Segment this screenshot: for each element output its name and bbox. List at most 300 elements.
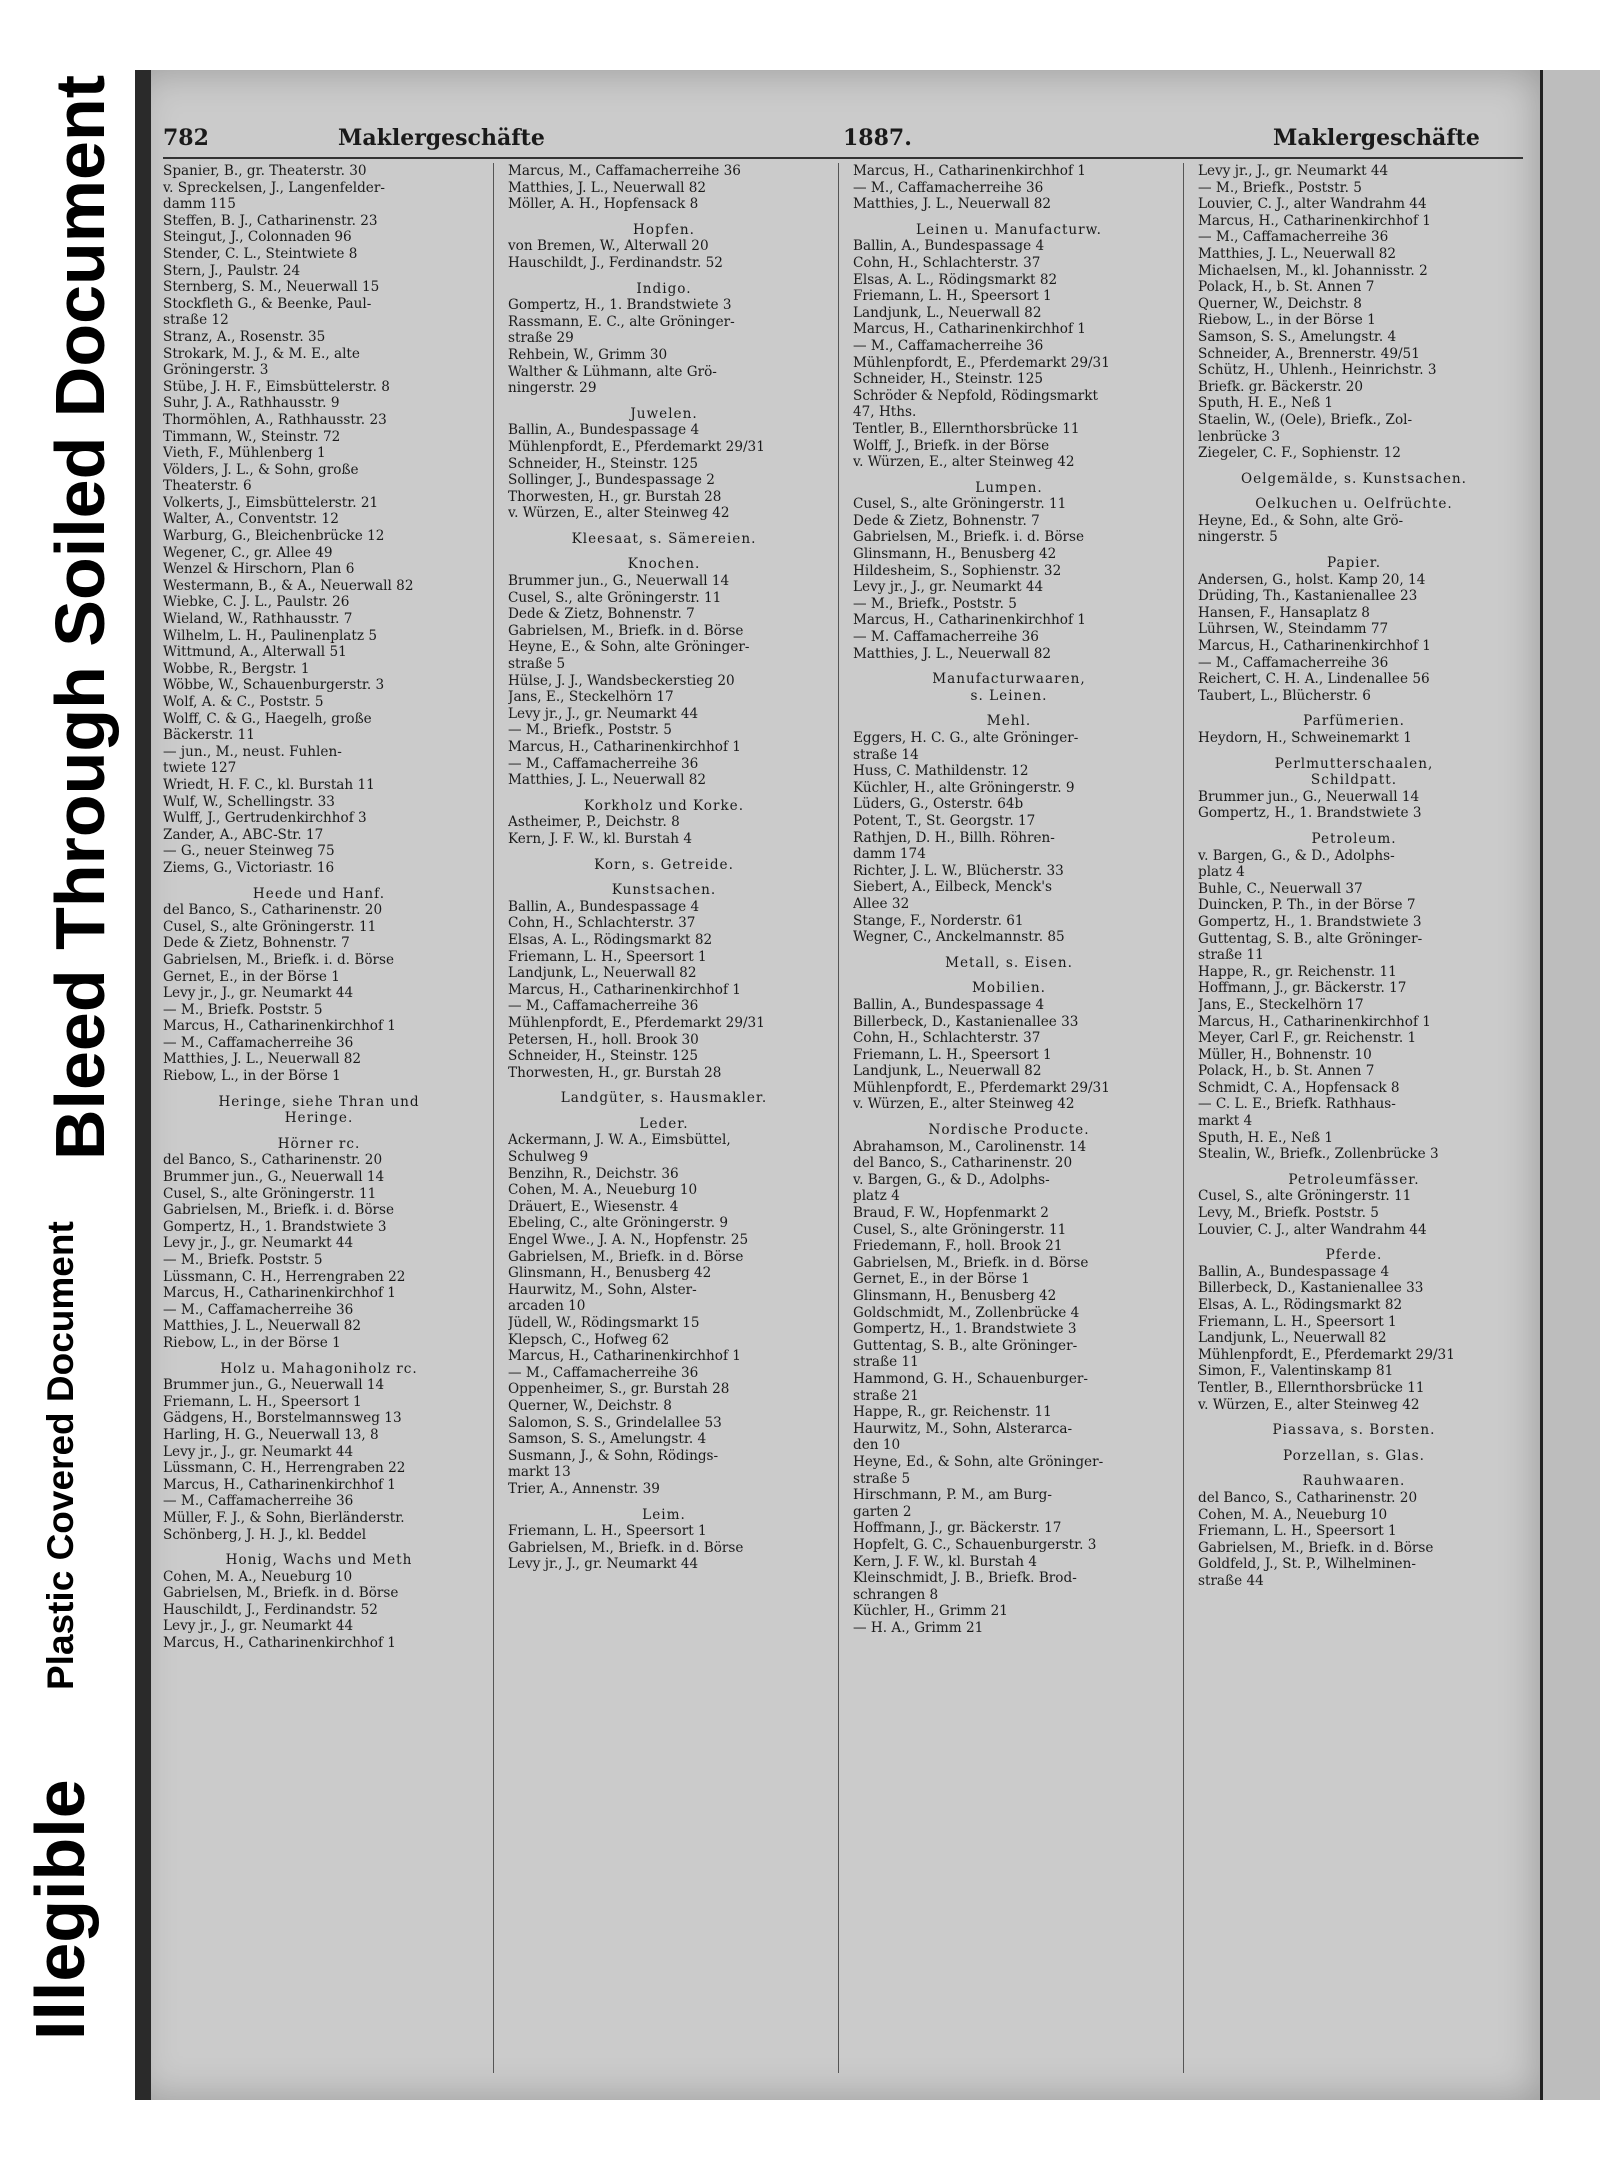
section-spacer [853, 213, 1165, 222]
directory-entry: Briefk. gr. Bäckerstr. 20 [1198, 378, 1364, 395]
directory-entry: Gabrielsen, M., Briefk. in d. Börse [508, 1539, 744, 1556]
directory-entry: Wegner, C., Anckelmannstr. 85 [853, 929, 1065, 946]
directory-entry: del Banco, S., Catharinenstr. 20 [853, 1155, 1073, 1172]
directory-entry: Rathjen, D. H., Billh. Röhren- [853, 829, 1055, 846]
directory-entry: Guttentag, S. B., alte Gröninger- [1198, 930, 1423, 947]
directory-entry: Hauschildt, J., Ferdinandstr. 52 [163, 1601, 378, 1618]
directory-entry: Riebow, L., in der Börse 1 [163, 1068, 341, 1085]
section-spacer [163, 877, 475, 886]
directory-entry: v. Würzen, E., alter Steinweg 42 [508, 505, 730, 522]
directory-entry: Potent, T., St. Georgstr. 17 [853, 812, 1036, 829]
directory-entry: Siebert, A., Eilbeck, Menck's [853, 879, 1052, 896]
directory-entry: Marcus, H., Catharinenkirchhof 1 [1198, 638, 1431, 655]
directory-entry: Gröningerstr. 3 [163, 362, 269, 379]
directory-entry: Marcus, H., Catharinenkirchhof 1 [853, 612, 1086, 629]
directory-entry: Goldfeld, J., St. P., Wilhelminen- [1198, 1556, 1416, 1573]
directory-entry: Gompertz, H., 1. Brandstwiete 3 [163, 1218, 387, 1235]
directory-entry: Volkerts, J., Eimsbüttelerstr. 21 [163, 494, 379, 511]
section-spacer [853, 971, 1165, 980]
directory-entry: Marcus, H., Catharinenkirchhof 1 [163, 1476, 396, 1493]
directory-entry: Duincken, P. Th., in der Börse 7 [1198, 897, 1416, 914]
directory-entry: Brummer jun., G., Neuerwall 14 [508, 573, 730, 590]
directory-entry: Stockfleth G., & Beenke, Paul- [163, 295, 372, 312]
directory-entry: Timmann, W., Steinstr. 72 [163, 428, 341, 445]
directory-entry: platz 4 [853, 1188, 900, 1205]
directory-entry: Gädgens, H., Borstelmannsweg 13 [163, 1410, 402, 1427]
directory-entry: Marcus, H., Catharinenkirchhof 1 [163, 1285, 396, 1302]
directory-entry: Marcus, H., Catharinenkirchhof 1 [508, 1348, 741, 1365]
directory-entry: 47, Hths. [853, 404, 917, 421]
section-heading: Hopfen. [633, 221, 695, 238]
directory-entry: Levy jr., J., gr. Neumarkt 44 [1198, 163, 1389, 179]
directory-entry: del Banco, S., Catharinenstr. 20 [1198, 1489, 1418, 1506]
section-spacer [853, 946, 1165, 955]
directory-entry: Ballin, A., Bundespassage 4 [853, 238, 1045, 255]
section-heading: Leim. [642, 1506, 686, 1523]
directory-entry: Glinsmann, H., Benusberg 42 [853, 546, 1057, 563]
directory-entry: v. Würzen, E., alter Steinweg 42 [853, 454, 1075, 471]
directory-entry: Engel Wwe., J. A. N., Hopfenstr. 25 [508, 1232, 749, 1249]
directory-entry: Gabrielsen, M., Briefk. in d. Börse [853, 1254, 1089, 1271]
directory-entry: Levy jr., J., gr. Neumarkt 44 [508, 705, 699, 722]
scanned-page [135, 70, 1540, 2100]
directory-entry: Glinsmann, H., Benusberg 42 [508, 1265, 712, 1282]
directory-entry: Thormöhlen, A., Rathhausstr. 23 [163, 411, 387, 428]
section-spacer [508, 1498, 820, 1507]
column-1 [163, 163, 475, 2073]
directory-entry: Suhr, J. A., Rathhausstr. 9 [163, 395, 340, 412]
section-heading: Knochen. [627, 556, 701, 573]
directory-entry: garten 2 [853, 1503, 912, 1520]
section-heading: Piassava, s. Borsten. [1272, 1422, 1436, 1439]
directory-entry: Marcus, H., Catharinenkirchhof 1 [508, 981, 741, 998]
directory-entry: Hoffmann, J., gr. Bäckerstr. 17 [1198, 980, 1407, 997]
directory-entry: — M., Briefk., Poststr. 5 [508, 722, 672, 739]
directory-entry: Haurwitz, M., Sohn, Alster- [508, 1281, 697, 1298]
directory-entry: Heyne, Ed., & Sohn, alte Gröninger- [853, 1453, 1104, 1470]
directory-entry: Walter, A., Conventstr. 12 [163, 511, 339, 528]
directory-entry: Louvier, C. J., alter Wandrahm 44 [1198, 1221, 1427, 1238]
directory-entry: Friemann, L. H., Speersort 1 [853, 288, 1052, 305]
section-heading: Mobilien. [972, 980, 1046, 997]
directory-entry: Haurwitz, M., Sohn, Alsterarca- [853, 1420, 1073, 1437]
directory-entry: Friemann, L. H., Speersort 1 [1198, 1523, 1397, 1540]
page-header [163, 125, 1523, 157]
directory-entry: Cusel, S., alte Gröningerstr. 11 [163, 1185, 377, 1202]
directory-entry: Polack, H., b. St. Annen 7 [1198, 279, 1375, 296]
directory-entry: Salomon, S. S., Grindelallee 53 [508, 1414, 722, 1431]
directory-entry: Marcus, H., Catharinenkirchhof 1 [853, 321, 1086, 338]
directory-entry: Drüding, Th., Kastanienallee 23 [1198, 588, 1418, 605]
directory-entry: lenbrücke 3 [1198, 428, 1280, 445]
section-spacer [1198, 1163, 1510, 1172]
section-heading: Papier. [1326, 555, 1382, 572]
directory-entry: Schneider, H., Steinstr. 125 [508, 455, 698, 472]
directory-entry: Matthies, J. L., Neuerwall 82 [853, 645, 1052, 662]
directory-entry: — G., neuer Steinweg 75 [163, 843, 335, 860]
directory-entry: Levy jr., J., gr. Neumarkt 44 [853, 579, 1044, 596]
section-spacer [508, 272, 820, 281]
section-spacer [508, 789, 820, 798]
directory-entry: Querner, W., Deichstr. 8 [1198, 295, 1362, 312]
directory-entry: von Bremen, W., Alterwall 20 [508, 238, 709, 255]
directory-entry: Gompertz, H., 1. Brandstwiete 3 [508, 297, 732, 314]
section-spacer [853, 471, 1165, 480]
directory-entry: Sputh, H. E., Neß 1 [1198, 395, 1334, 412]
directory-entry: del Banco, S., Catharinenstr. 20 [163, 1152, 383, 1169]
directory-entry: Gabrielsen, M., Briefk. in d. Börse [508, 622, 744, 639]
directory-entry: v. Spreckelsen, J., Langenfelder- [163, 179, 385, 196]
section-spacer [508, 1081, 820, 1090]
directory-entry: Ballin, A., Bundespassage 4 [853, 996, 1045, 1013]
directory-entry: Landjunk, L., Neuerwall 82 [508, 965, 697, 982]
directory-entry: Matthies, J. L., Neuerwall 82 [1198, 245, 1397, 262]
directory-entry: v. Bargen, G., & D., Adolphs- [1198, 847, 1395, 864]
directory-entry: — M., Caffamacherreihe 36 [163, 1034, 354, 1051]
directory-entry: — M., Caffamacherreihe 36 [1198, 229, 1389, 246]
header-left-title: Maklergeschäfte [338, 125, 545, 151]
directory-entry: Landjunk, L., Neuerwall 82 [853, 304, 1042, 321]
directory-entry: Gabrielsen, M., Briefk. in d. Börse [1198, 1539, 1434, 1556]
directory-entry: Levy jr., J., gr. Neumarkt 44 [163, 1443, 354, 1460]
directory-entry: Levy jr., J., gr. Neumarkt 44 [163, 1235, 354, 1252]
directory-entry: Friedemann, F., holl. Brook 21 [853, 1238, 1063, 1255]
section-spacer [508, 397, 820, 406]
directory-entry: Sternberg, S. M., Neuerwall 15 [163, 279, 380, 296]
directory-entry: Friemann, L. H., Speersort 1 [508, 1523, 707, 1540]
directory-entry: Cohen, M. A., Neueburg 10 [163, 1568, 353, 1585]
directory-entry: Wegener, C., gr. Allee 49 [163, 544, 333, 561]
directory-entry: Polack, H., b. St. Annen 7 [1198, 1063, 1375, 1080]
directory-entry: Heyne, E., & Sohn, alte Gröninger- [508, 639, 750, 656]
page-text-area [163, 125, 1523, 2085]
directory-entry: Jans, E., Steckelhörn 17 [1198, 996, 1364, 1013]
directory-entry: Levy jr., J., gr. Neumarkt 44 [163, 1618, 354, 1635]
directory-entry: Matthies, J. L., Neuerwall 82 [508, 772, 707, 789]
directory-entry: Braud, F. W., Hopfenmarkt 2 [853, 1205, 1049, 1222]
directory-entry: Wolf, A. & C., Poststr. 5 [163, 694, 324, 710]
directory-entry: Mühlenpfordt, E., Pferdemarkt 29/31 [853, 1079, 1110, 1096]
directory-entry: damm 115 [163, 196, 236, 213]
directory-entry: Ziems, G., Victoriastr. 16 [163, 859, 335, 876]
directory-entry: Friemann, L. H., Speersort 1 [1198, 1313, 1397, 1330]
column-divider [838, 163, 839, 2073]
directory-entry: Theaterstr. 6 [163, 478, 252, 495]
directory-entry: Buhle, C., Neuerwall 37 [1198, 880, 1363, 897]
directory-entry: Völders, J. L., & Sohn, große [163, 461, 359, 478]
directory-entry: Sollinger, J., Bundespassage 2 [508, 472, 715, 489]
section-heading: Heringe, siehe Thran und [218, 1093, 420, 1110]
section-heading: Juwelen. [630, 405, 698, 422]
directory-entry: Wriedt, H. F. C., kl. Burstah 11 [163, 776, 375, 793]
directory-entry: Taubert, L., Blücherstr. 6 [1198, 687, 1371, 704]
column-3 [853, 163, 1165, 2073]
directory-entry: Gompertz, H., 1. Brandstwiete 3 [1198, 913, 1422, 930]
directory-entry: Riebow, L., in der Börse 1 [1198, 312, 1376, 329]
directory-entry: Trier, A., Annenstr. 39 [508, 1480, 660, 1497]
directory-entry: Ziegeler, C. F., Sophienstr. 12 [1198, 445, 1401, 462]
directory-entry: Brummer jun., G., Neuerwall 14 [163, 1377, 385, 1394]
directory-entry: Wiebke, C. J. L., Paulstr. 26 [163, 594, 350, 611]
directory-entry: Susmann, J., & Sohn, Rödings- [508, 1447, 719, 1464]
directory-entry: straße 29 [508, 330, 574, 347]
page-number: 782 [163, 125, 209, 151]
directory-entry: v. Würzen, E., alter Steinweg 42 [853, 1096, 1075, 1113]
directory-entry: damm 174 [853, 846, 926, 863]
directory-entry: Müller, H., Bohnenstr. 10 [1198, 1046, 1372, 1063]
section-heading: s. Leinen. [970, 687, 1048, 704]
directory-entry: Wittmund, A., Alterwall 51 [163, 644, 347, 661]
column-2 [508, 163, 820, 2073]
section-heading: Petroleumfässer. [1288, 1171, 1420, 1188]
directory-entry: Elsas, A. L., Rödingsmarkt 82 [1198, 1297, 1403, 1313]
directory-entry: markt 13 [508, 1464, 571, 1481]
next-page-edge [1540, 70, 1600, 2100]
directory-entry: Schönberg, J. H. J., kl. Beddel [163, 1526, 367, 1543]
directory-entry: Steingut, J., Colonnaden 96 [163, 229, 352, 246]
section-heading: Lumpen. [975, 479, 1043, 496]
directory-entry: Mühlenpfordt, E., Pferdemarkt 29/31 [1198, 1346, 1455, 1363]
directory-entry: Tentler, B., Ellernthorsbrücke 11 [1198, 1379, 1425, 1396]
directory-entry: Louvier, C. J., alter Wandrahm 44 [1198, 196, 1427, 213]
directory-entry: Cohn, H., Schlachterstr. 37 [508, 915, 696, 932]
directory-entry: Küchler, H., alte Gröningerstr. 9 [853, 779, 1075, 796]
section-heading: Landgüter, s. Hausmakler. [560, 1090, 768, 1107]
directory-entry: platz 4 [1198, 864, 1245, 881]
directory-entry: Abrahamson, M., Carolinenstr. 14 [853, 1138, 1087, 1155]
directory-entry: Mühlenpfordt, E., Pferdemarkt 29/31 [508, 438, 765, 455]
section-heading: Leder. [639, 1115, 689, 1132]
directory-entry: Allee 32 [853, 895, 910, 912]
directory-entry: Ballin, A., Bundespassage 4 [508, 898, 700, 915]
illegible-label: Illegible [21, 1779, 99, 2040]
section-heading: Oelkuchen u. Oelfrüchte. [1255, 496, 1453, 513]
directory-entry: Hauschildt, J., Ferdinandstr. 52 [508, 254, 723, 271]
directory-entry: Westermann, B., & A., Neuerwall 82 [163, 577, 414, 594]
directory-entry: Lüssmann, C. H., Herrengraben 22 [163, 1460, 406, 1477]
directory-entry: straße 11 [1198, 947, 1264, 964]
section-heading: Korkholz und Korke. [583, 797, 745, 814]
directory-entry: Gernet, E., in der Börse 1 [163, 968, 340, 985]
directory-entry: Klepsch, C., Hofweg 62 [508, 1331, 670, 1348]
directory-entry: Küchler, H., Grimm 21 [853, 1603, 1008, 1620]
directory-entry: Heydorn, H., Schweinemarkt 1 [1198, 730, 1412, 746]
directory-entry: Lührsen, W., Steindamm 77 [1198, 621, 1389, 638]
section-spacer [1198, 747, 1510, 756]
section-heading: Schildpatt. [1310, 772, 1398, 789]
section-heading: Mehl. [986, 713, 1032, 730]
header-right-title: Maklergeschäfte [1273, 125, 1480, 151]
directory-entry: Benzihn, R., Deichstr. 36 [508, 1165, 679, 1182]
section-spacer [1198, 1439, 1510, 1448]
directory-entry: — M. Caffamacherreihe 36 [853, 629, 1039, 646]
directory-entry: Stern, J., Paulstr. 24 [163, 262, 301, 279]
directory-entry: Riebow, L., in der Börse 1 [163, 1334, 341, 1351]
section-spacer [853, 1113, 1165, 1122]
directory-entry: straße 21 [853, 1387, 919, 1404]
directory-entry: straße 5 [508, 656, 566, 673]
directory-entry: Harling, H. G., Neuerwall 13, 8 [163, 1426, 379, 1443]
directory-entry: Levy jr., J., gr. Neumarkt 44 [508, 1556, 699, 1573]
directory-entry: Lüssmann, C. H., Herrengraben 22 [163, 1268, 406, 1285]
directory-entry: Schneider, H., Steinstr. 125 [853, 371, 1043, 388]
section-heading: Perlmutterschaalen, [1274, 755, 1434, 772]
section-heading: Rauhwaaren. [1302, 1473, 1406, 1490]
section-heading: Holz u. Mahagoniholz rc. [220, 1360, 418, 1377]
directory-entry: — M., Caffamacherreihe 36 [1198, 654, 1389, 671]
directory-entry: Stübe, J. H. F., Eimsbüttelerstr. 8 [163, 378, 390, 395]
directory-entry: v. Bargen, G., & D., Adolphs- [853, 1171, 1050, 1188]
column-divider [493, 163, 494, 2073]
section-heading: Heede und Hanf. [252, 885, 386, 902]
section-spacer [508, 522, 820, 531]
directory-entry: Gompertz, H., 1. Brandstwiete 3 [1198, 805, 1422, 822]
directory-entry: Wieland, W., Rathhausstr. 7 [163, 611, 353, 628]
directory-entry: — M., Caffamacherreihe 36 [853, 337, 1044, 354]
directory-entry: — H. A., Grimm 21 [853, 1619, 984, 1636]
directory-entry: Glinsmann, H., Benusberg 42 [853, 1288, 1057, 1304]
directory-entry: — M., Caffamacherreihe 36 [853, 179, 1044, 196]
directory-entry: Cohn, H., Schlachterstr. 37 [853, 1030, 1041, 1047]
directory-entry: Rehbein, W., Grimm 30 [508, 346, 668, 363]
section-spacer [1198, 462, 1510, 471]
directory-entry: Cusel, S., alte Gröningerstr. 11 [508, 589, 722, 606]
directory-entry: ningerstr. 29 [508, 380, 597, 397]
section-heading: Manufacturwaaren, [932, 671, 1086, 688]
directory-entry: Levy, M., Briefk. Poststr. 5 [1198, 1205, 1379, 1222]
section-heading: Korn, s. Getreide. [594, 856, 734, 873]
directory-entry: Marcus, M., Caffamacherreihe 36 [508, 163, 741, 179]
directory-entry: Cusel, S., alte Gröningerstr. 11 [853, 1221, 1067, 1238]
directory-entry: straße 11 [853, 1354, 919, 1371]
directory-entry: arcaden 10 [508, 1298, 586, 1315]
directory-entry: Mühlenpfordt, E., Pferdemarkt 29/31 [853, 354, 1110, 371]
directory-entry: Samson, S. S., Amelungstr. 4 [508, 1431, 707, 1448]
directory-entry: Spanier, B., gr. Theaterstr. 30 [163, 163, 367, 179]
directory-entry: Wulf, W., Schellingstr. 33 [163, 793, 335, 810]
directory-entry: Michaelsen, M., kl. Johannisstr. 2 [1198, 262, 1428, 279]
column-4 [1198, 163, 1510, 2073]
directory-entry: Ballin, A., Bundespassage 4 [508, 422, 700, 439]
directory-entry: Kleinschmidt, J. B., Briefk. Brod- [853, 1570, 1077, 1587]
directory-entry: Marcus, H., Catharinenkirchhof 1 [1198, 1013, 1431, 1030]
section-spacer [163, 1085, 475, 1094]
directory-entry: Staelin, W., (Oele), Briefk., Zol- [1198, 411, 1413, 428]
section-heading: Parfümerien. [1303, 713, 1405, 730]
section-spacer [163, 1127, 475, 1136]
directory-entry: Brummer jun., G., Neuerwall 14 [1198, 788, 1420, 805]
directory-entry: Elsas, A. L., Rödingsmarkt 82 [853, 271, 1058, 288]
directory-entry: Marcus, H., Catharinenkirchhof 1 [508, 739, 741, 755]
section-heading: Metall, s. Eisen. [945, 954, 1073, 971]
column-divider [1183, 163, 1184, 2073]
directory-entry: Marcus, H., Catharinenkirchhof 1 [163, 1635, 396, 1652]
directory-entry: Gabrielsen, M., Briefk. in d. Börse [508, 1248, 744, 1265]
directory-entry: Hoffmann, J., gr. Bäckerstr. 17 [853, 1520, 1062, 1537]
directory-entry: Samson, S. S., Amelungstr. 4 [1198, 328, 1397, 345]
directory-entry: Wolff, C. & G., Haegelh, große [163, 710, 372, 727]
directory-entry: Cohen, M. A., Neueburg 10 [508, 1182, 698, 1199]
section-heading: Porzellan, s. Glas. [1283, 1447, 1425, 1464]
directory-entry: Guttentag, S. B., alte Gröninger- [853, 1337, 1078, 1354]
plastic-covered-label: Plastic Covered Document [40, 1221, 81, 1690]
section-spacer [1198, 1464, 1510, 1473]
directory-entry: Schneider, H., Steinstr. 125 [508, 1048, 698, 1065]
directory-entry: Hirschmann, P. M., am Burg- [853, 1487, 1052, 1504]
section-spacer [508, 873, 820, 882]
directory-entry: Heyne, Ed., & Sohn, alte Grö- [1198, 512, 1404, 529]
section-spacer [508, 848, 820, 857]
directory-entry: Gabrielsen, M., Briefk. in d. Börse [163, 1585, 399, 1602]
section-spacer [1198, 487, 1510, 496]
directory-entry: Dede & Zietz, Bohnenstr. 7 [853, 512, 1040, 529]
directory-entry: v. Würzen, E., alter Steinweg 42 [1198, 1396, 1420, 1413]
section-spacer [508, 547, 820, 556]
directory-entry: Hildesheim, S., Sophienstr. 32 [853, 562, 1062, 579]
directory-entry: — M., Briefk. Poststr. 5 [163, 1252, 323, 1268]
directory-entry: Cusel, S., alte Gröningerstr. 11 [1198, 1188, 1412, 1205]
directory-entry: Zander, A., ABC-Str. 17 [163, 826, 324, 843]
directory-entry: Gabrielsen, M., Briefk. i. d. Börse [853, 529, 1085, 546]
section-spacer [1198, 546, 1510, 555]
directory-entry: — M., Briefk., Poststr. 5 [853, 595, 1017, 612]
directory-entry: Astheimer, P., Deichstr. 8 [508, 814, 680, 831]
directory-entry: Tentler, B., Ellernthorsbrücke 11 [853, 420, 1080, 437]
directory-entry: Schütz, H., Uhlenh., Heinrichstr. 3 [1198, 362, 1437, 379]
directory-entry: Hopfelt, G. C., Schauenburgerstr. 3 [853, 1536, 1097, 1553]
directory-entry: Elsas, A. L., Rödingsmarkt 82 [508, 931, 713, 948]
directory-entry: Gernet, E., in der Börse 1 [853, 1271, 1030, 1288]
section-heading: Oelgemälde, s. Kunstsachen. [1240, 470, 1467, 487]
directory-entry: Querner, W., Deichstr. 8 [508, 1397, 672, 1414]
directory-entry: Ballin, A., Bundespassage 4 [1198, 1263, 1390, 1280]
directory-entry: Matthies, J. L., Neuerwall 82 [163, 1051, 362, 1068]
directory-entry: Huss, C. Mathildenstr. 12 [853, 763, 1029, 780]
directory-entry: Cohen, M. A., Neueburg 10 [1198, 1506, 1388, 1523]
directory-entry: Dräuert, E., Wiesenstr. 4 [508, 1198, 679, 1215]
section-spacer [1198, 704, 1510, 713]
side-label-strip [0, 0, 135, 2177]
directory-entry: Wulff, J., Gertrudenkirchhof 3 [163, 810, 367, 827]
section-heading: Pferde. [1325, 1247, 1383, 1264]
directory-entry: Wilhelm, L. H., Paulinenplatz 5 [163, 627, 377, 644]
bleed-through-label: Bleed Through Soiled Document [41, 74, 119, 1160]
directory-entry: Marcus, H., Catharinenkirchhof 1 [853, 163, 1086, 179]
directory-entry: straße 12 [163, 312, 229, 329]
directory-entry: Schulweg 9 [508, 1149, 589, 1166]
directory-entry: Schmidt, C. A., Hopfensack 8 [1198, 1079, 1400, 1096]
directory-entry: Wöbbe, W., Schauenburgerstr. 3 [163, 677, 385, 694]
directory-entry: Schröder & Nepfold, Rödingsmarkt [853, 387, 1098, 404]
directory-entry: Wenzel & Hirschorn, Plan 6 [163, 561, 355, 578]
directory-entry: Stender, C. L., Steintwiete 8 [163, 245, 358, 262]
directory-entry: Goldschmidt, M., Zollenbrücke 4 [853, 1304, 1080, 1321]
directory-entry: ningerstr. 5 [1198, 529, 1278, 546]
directory-entry: Jüdell, W., Rödingsmarkt 15 [508, 1315, 700, 1331]
directory-entry: Landjunk, L., Neuerwall 82 [1198, 1330, 1387, 1347]
directory-entry: Steffen, B. J., Catharinenstr. 23 [163, 212, 378, 229]
directory-entry: Marcus, H., Catharinenkirchhof 1 [1198, 212, 1431, 229]
directory-entry: Stange, F., Norderstr. 61 [853, 912, 1024, 929]
directory-entry: straße 44 [1198, 1572, 1264, 1589]
directory-entry: markt 4 [1198, 1113, 1253, 1130]
header-year: 1887. [843, 125, 912, 151]
directory-entry: Stealin, W., Briefk., Zollenbrücke 3 [1198, 1146, 1439, 1163]
directory-entry: Gabrielsen, M., Briefk. i. d. Börse [163, 1202, 395, 1219]
directory-entry: — M., Caffamacherreihe 36 [508, 755, 699, 772]
directory-entry: Strokark, M. J., & M. E., alte [163, 345, 360, 362]
directory-entry: Jans, E., Steckelhörn 17 [508, 689, 674, 706]
